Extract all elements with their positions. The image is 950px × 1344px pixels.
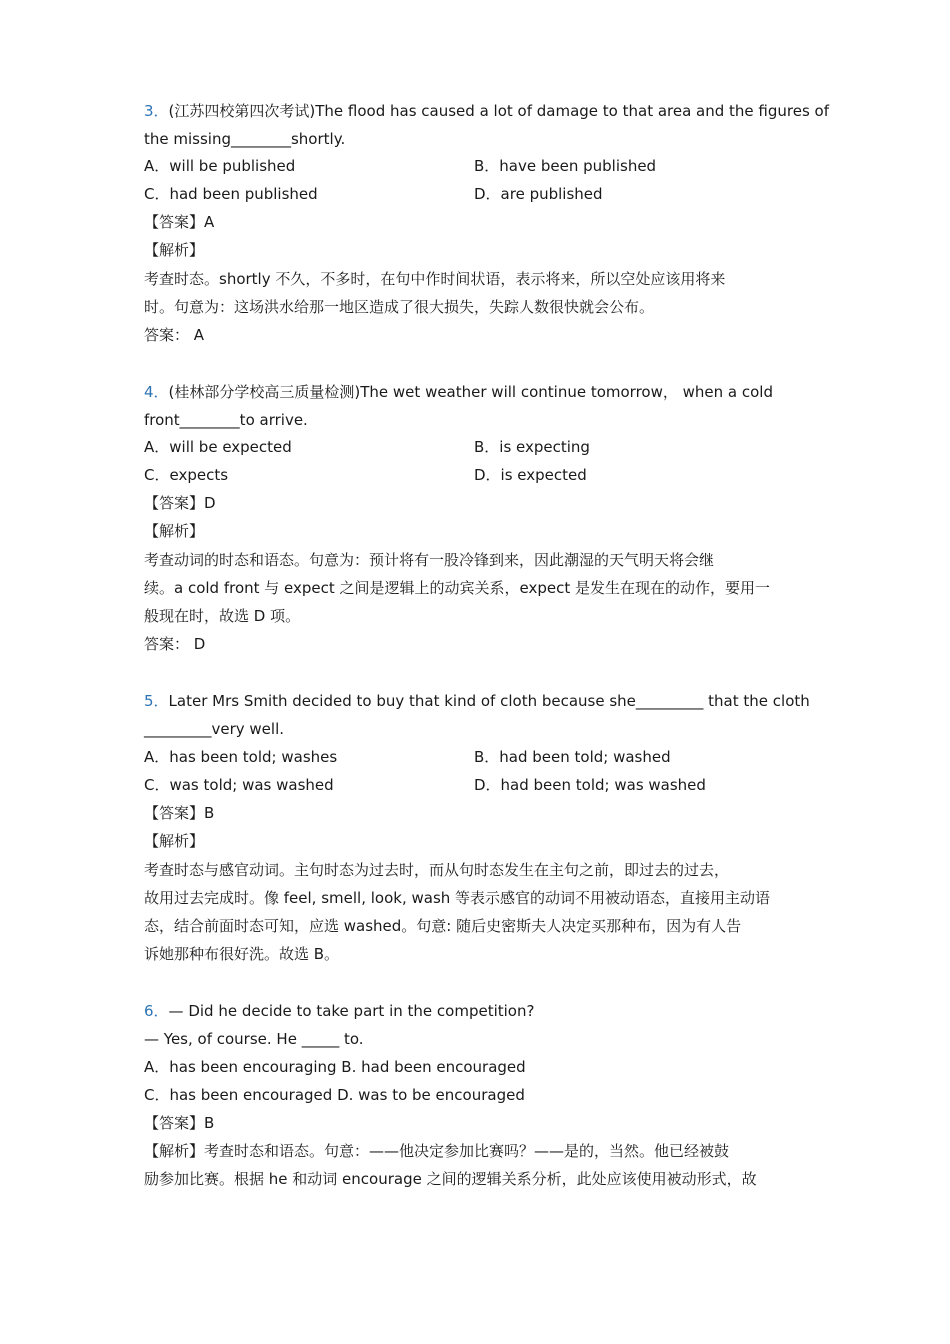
question-6-options-row-2: C．has been encouraged D. was to be encouraged [144,1086,525,1104]
question-4-stem-line-2: front________to arrive. [144,411,308,429]
question-6-options-row-1: A．has been encouraging B. had been encouraged [144,1058,526,1076]
question-4-number: 4． [144,383,169,401]
question-3-option-a: A．will be published [144,157,296,175]
question-4-analysis-heading: 【解析】 [144,522,205,540]
question-5-answer: 【答案】B [144,804,215,822]
question-5-analysis-heading: 【解析】 [144,832,205,850]
question-5-option-c: C．was told; was washed [144,776,334,794]
question-5-option-b: B．had been told; washed [474,748,671,766]
question-4-explanation-line-2: 续。a cold front 与 expect 之间是逻辑上的动宾关系，expect 是发生在现在的动作，要用一 [144,579,771,597]
question-4-option-d: D．is expected [474,466,587,484]
question-3-option-c: C．had been published [144,185,318,203]
question-3-option-d: D．are published [474,185,603,203]
question-6-answer: 【答案】B [144,1114,215,1132]
question-5-option-a: A．has been told; washes [144,748,338,766]
question-3-final-answer: 答案： A [144,326,205,344]
question-3-option-b: B．have been published [474,157,657,175]
question-4-option-a: A．will be expected [144,438,292,456]
question-3-stem-line-2: the missing________shortly. [144,130,346,148]
question-3-explanation-line-1: 考查时态。shortly 不久，不多时，在句中作时间状语，表示将来，所以空处应该用将来 [144,270,726,288]
question-3-answer: 【答案】A [144,213,215,231]
question-5-stem-line-2: _________very well. [144,720,285,738]
question-6-stem-line-1: 6．— Did he decide to take part in the competition? [144,1002,535,1020]
question-5-explanation-line-1: 考查时态与感官动词。主句时态为过去时，而从句时态发生在主句之前，即过去的过去， [144,861,730,879]
question-4-explanation-line-1: 考查动词的时态和语态。句意为：预计将有一股冷锋到来，因此潮湿的天气明天将会继 [144,551,715,569]
question-5-explanation-line-4: 诉她那种布很好洗。故选 B。 [144,945,340,963]
question-6-stem-line-2: — Yes, of course. He _____ to. [144,1030,364,1048]
question-5-number: 5． [144,692,169,710]
question-4-option-c: C．expects [144,466,229,484]
question-6-explanation-line-1: 【解析】考查时态和语态。句意：——他决定参加比赛吗？——是的，当然。他已经被鼓 [144,1142,730,1160]
question-6-number: 6． [144,1002,169,1020]
question-5-option-d: D．had been told; was washed [474,776,706,794]
question-4-option-b: B．is expecting [474,438,590,456]
question-4-stem-line-1: 4．(桂林部分学校高三质量检测)The wet weather will continue tomorrow， when a cold [144,383,773,401]
question-3-explanation-line-2: 时。句意为：这场洪水给那一地区造成了很大损失，失踪人数很快就会公布。 [144,298,655,316]
question-5-explanation-line-3: 态，结合前面时态可知，应选 washed。句意: 随后史密斯夫人决定买那种布，因为有人告 [144,917,742,935]
question-3-number: 3． [144,102,169,120]
question-3-analysis-heading: 【解析】 [144,241,205,259]
question-6-explanation-line-2: 励参加比赛。根据 he 和动词 encourage 之间的逻辑关系分析，此处应该使用被动形式，故 [144,1170,757,1188]
question-5-stem-line-1: 5．Later Mrs Smith decided to buy that kind of cloth because she_________ that the cloth [144,692,810,710]
question-4-answer: 【答案】D [144,494,216,512]
question-5-explanation-line-2: 故用过去完成时。像 feel, smell, look, wash 等表示感官的动词不用被动语态，直接用主动语 [144,889,771,907]
question-3-stem-line-1: 3．(江苏四校第四次考试)The flood has caused a lot of damage to that area and the figures of [144,102,830,120]
question-4-final-answer: 答案： D [144,635,206,653]
question-4-explanation-line-3: 般现在时，故选 D 项。 [144,607,301,625]
